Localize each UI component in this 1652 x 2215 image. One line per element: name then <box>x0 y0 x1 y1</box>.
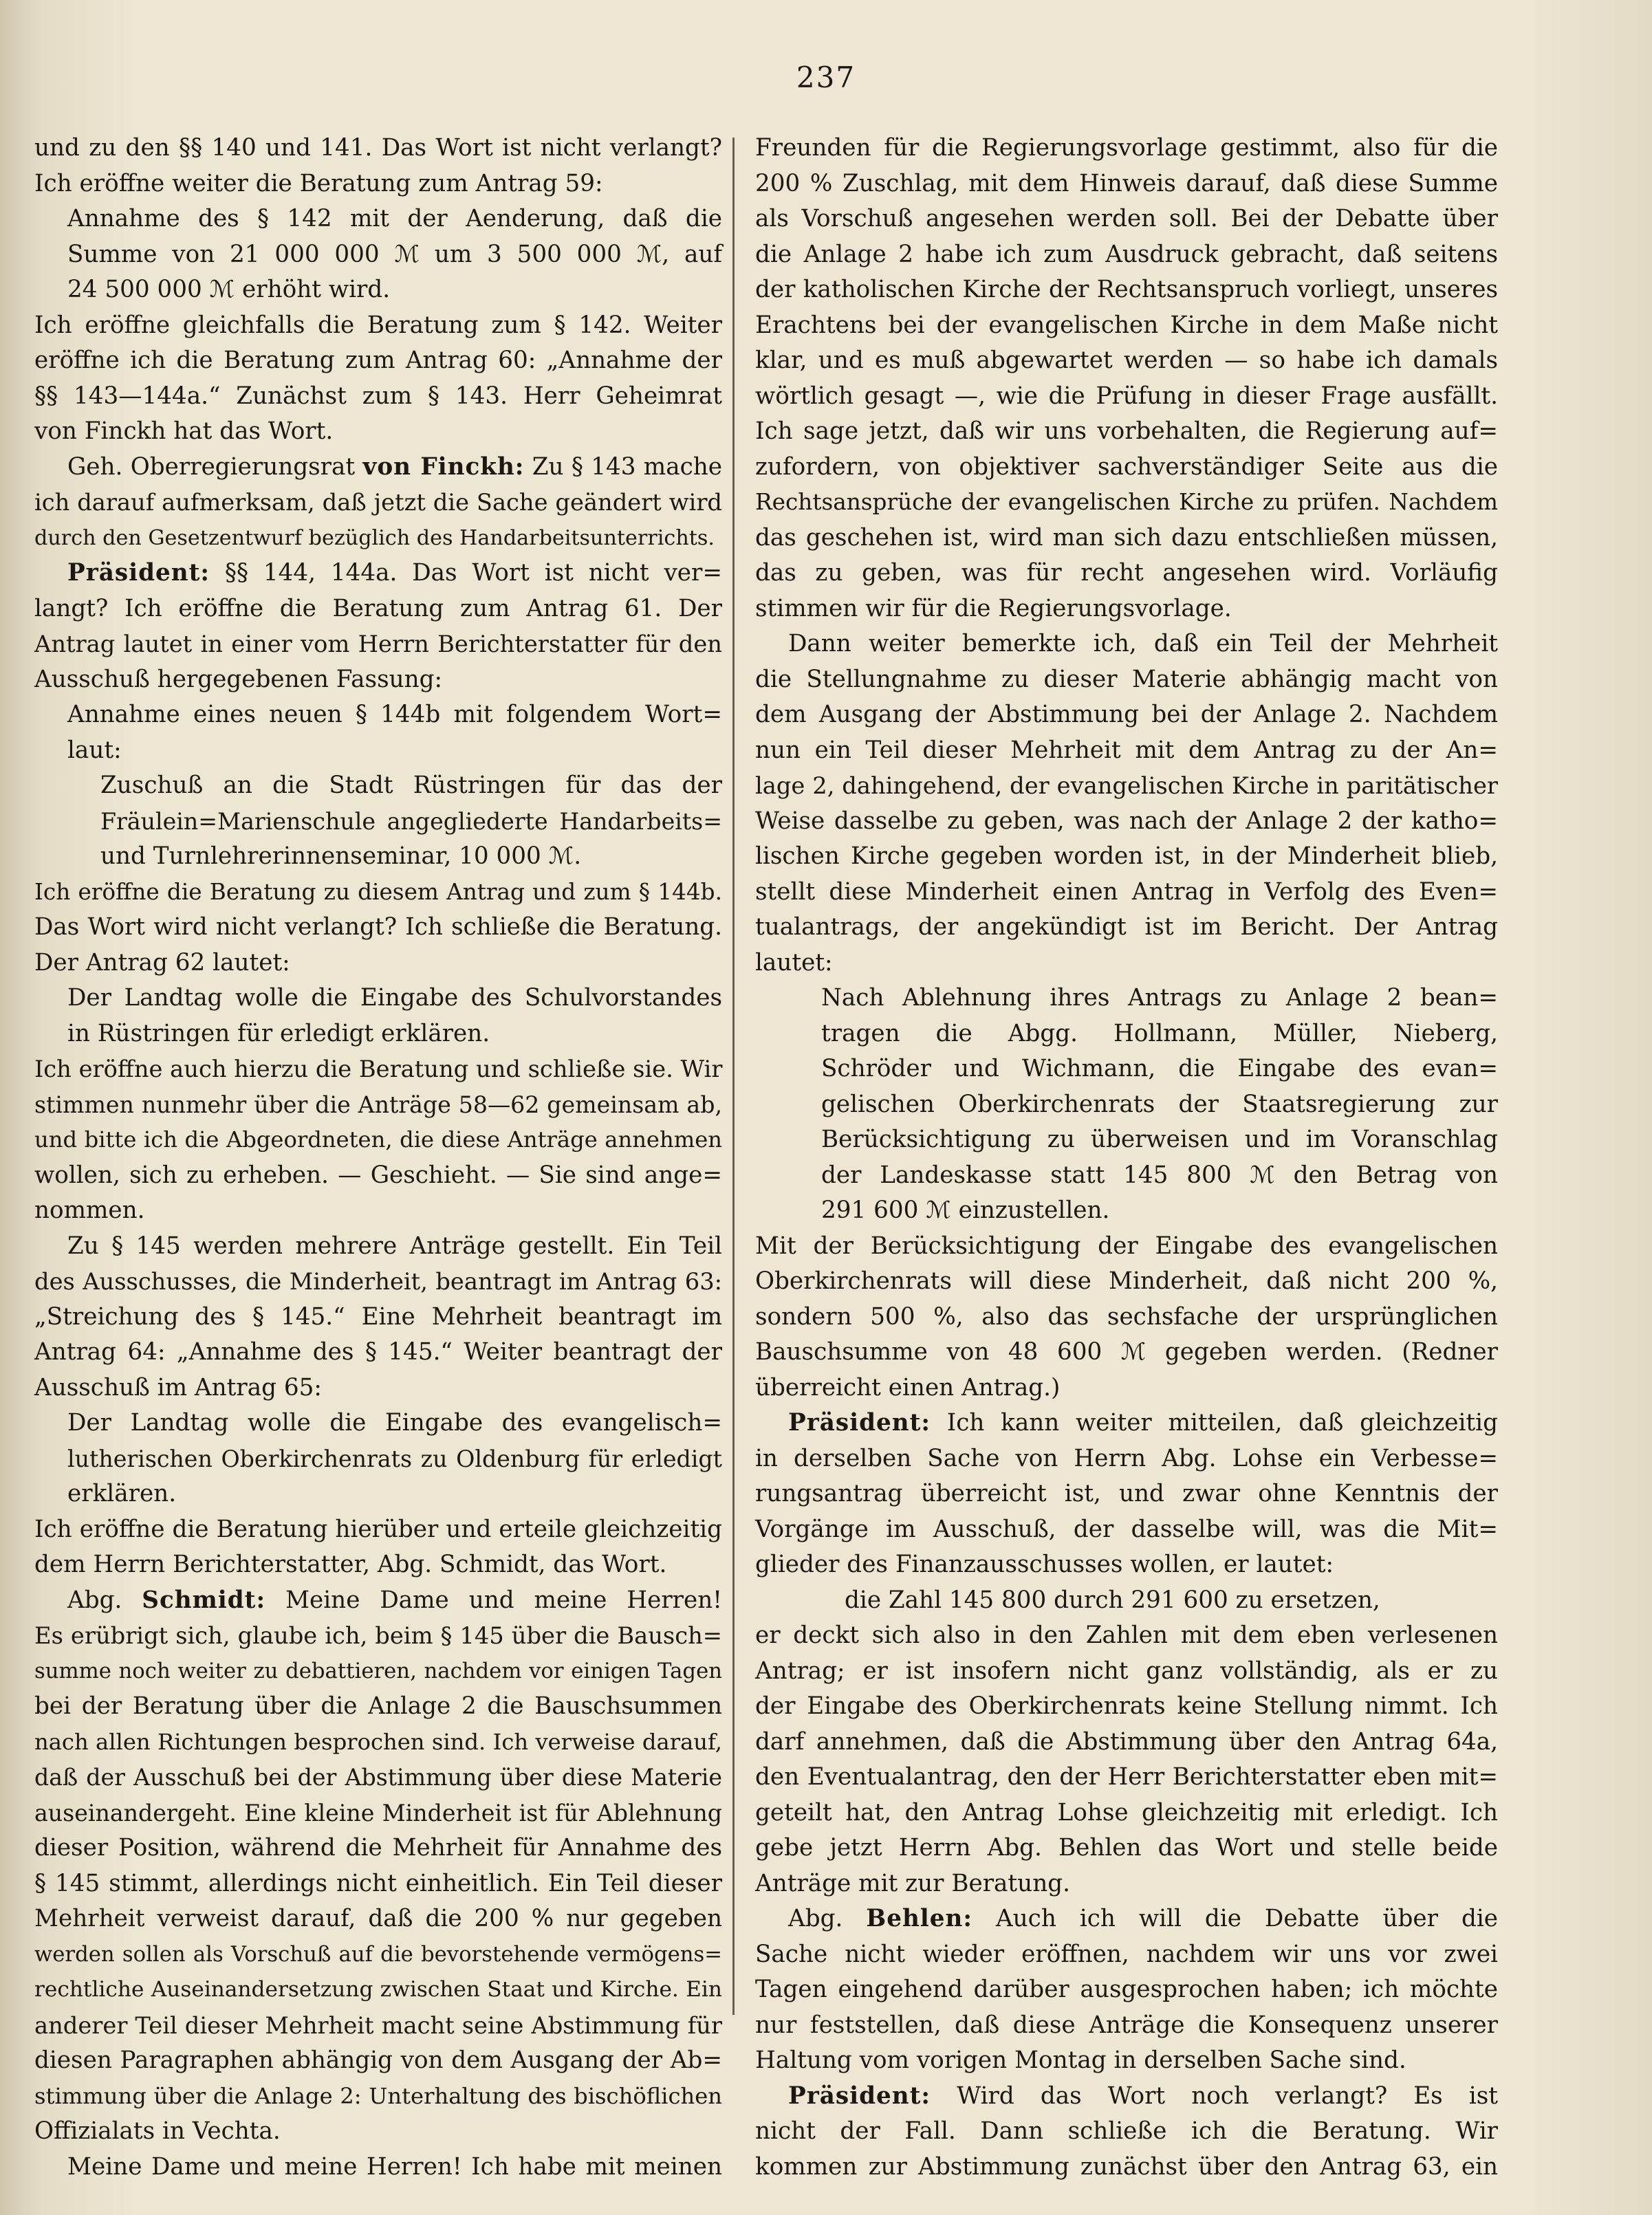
line-text: Zuschuß an die Stadt Rüstringen für das der <box>100 772 722 799</box>
text-line <box>34 1618 722 1654</box>
line-text: Sache nicht wieder eröffnen, nachdem wir uns vor zwei <box>755 1940 1498 1968</box>
text-line <box>34 556 722 591</box>
text-line <box>755 839 1498 875</box>
line-text: und bitte ich die Abgeordneten, die diese Anträge annehmen <box>34 1126 722 1153</box>
text-line <box>755 1335 1498 1371</box>
text-line <box>755 272 1498 308</box>
line-text: Abg. <box>788 1905 867 1932</box>
text-line <box>34 1512 722 1548</box>
line-text: sondern 500 %, also das sechsfache der ursprünglichen <box>755 1302 1498 1331</box>
speaker-name: Präsident: <box>788 1409 931 1437</box>
text-line <box>34 1406 722 1441</box>
text-line <box>755 2079 1498 2115</box>
text-line <box>34 981 722 1016</box>
line-text: Ausschuß hergegebenen Fassung: <box>34 665 443 693</box>
text-line <box>755 733 1498 769</box>
text-line <box>34 1441 722 1477</box>
line-text: rungsantrag überreicht ist, und zwar ohne Kenntnis der <box>755 1480 1498 1507</box>
text-line <box>755 1937 1498 1973</box>
line-text: den Eventualantrag, den der Herr Berichterstatter eben mit= <box>755 1763 1498 1791</box>
left-text-column <box>34 131 722 2185</box>
line-text: auseinandergeht. Eine kleine Minderheit ist für Ablehnung <box>34 1799 722 1826</box>
text-line <box>755 1051 1498 1087</box>
text-line <box>34 662 722 698</box>
text-line <box>755 1689 1498 1725</box>
text-line <box>34 1371 722 1406</box>
line-text: Geh. Oberregierungsrat <box>67 452 363 481</box>
line-text: Annahme des § 142 mit der Aenderung, daß die <box>67 205 722 232</box>
text-line <box>755 308 1498 344</box>
text-line <box>755 521 1498 556</box>
text-line <box>34 626 722 662</box>
line-text: Der Landtag wolle die Eingabe des evangelisch= <box>67 1409 722 1437</box>
line-text: Abg. <box>67 1586 142 1614</box>
speaker-name: Präsident: <box>788 2082 931 2110</box>
text-line <box>34 1016 722 1052</box>
line-text: daß der Ausschuß bei der Abstimmung über diese Materie <box>34 1764 722 1791</box>
line-text: lischen Kirche gegeben worden ist, in der Minderheit blieb, <box>755 842 1498 870</box>
text-line <box>755 1618 1498 1654</box>
line-text: langt? Ich eröffne die Beratung zum Antrag 61. Der <box>34 594 722 622</box>
line-text: Erachtens bei der evangelischen Kirche in dem Maße nicht <box>755 311 1498 339</box>
line-text: des Ausschusses, die Minderheit, beantragt im Antrag 63: <box>34 1268 722 1295</box>
text-line <box>755 2043 1498 2079</box>
line-text: Ich eröffne auch hierzu die Beratung und schließe sie. Wir <box>34 1056 723 1082</box>
text-line <box>755 1512 1498 1548</box>
text-line <box>755 662 1498 698</box>
text-line <box>755 875 1498 910</box>
text-line <box>34 1051 722 1087</box>
line-text: gelischen Oberkirchenrats der Staatsregierung zur <box>821 1090 1498 1118</box>
text-line <box>755 981 1498 1016</box>
text-line <box>755 166 1498 202</box>
text-line <box>755 131 1498 166</box>
line-text: eröffne ich die Beratung zum Antrag 60: „Annahme der <box>34 347 722 374</box>
line-text: Schröder und Wichmann, die Eingabe des evan= <box>821 1055 1498 1082</box>
line-text: stellt diese Minderheit einen Antrag in Verfolg des Even= <box>755 877 1498 906</box>
text-line <box>755 1229 1498 1265</box>
line-text: in Rüstringen für erledigt erklären. <box>67 1019 490 1047</box>
text-line <box>34 485 722 521</box>
text-line <box>34 272 722 308</box>
line-text-continued: §§ 144, 144a. Das Wort ist nicht ver= <box>210 559 722 587</box>
text-line <box>755 485 1498 521</box>
text-line <box>34 910 722 946</box>
text-line <box>34 131 722 166</box>
text-line <box>34 1901 722 1937</box>
text-line <box>755 556 1498 591</box>
text-line <box>34 768 722 804</box>
line-text: tualantrags, der angekündigt ist im Bericht. Der Antrag <box>755 913 1498 941</box>
text-line <box>34 1689 722 1725</box>
text-line <box>755 1158 1498 1194</box>
line-text: Ich sage jetzt, daß wir uns vorbehalten, die Regierung auf= <box>755 417 1498 445</box>
line-text: Dann weiter bemerkte ich, daß ein Teil der Mehrheit <box>788 630 1498 657</box>
line-text: Meine Dame und meine Herren! Ich habe mit meinen <box>67 2152 722 2181</box>
text-line <box>34 1229 722 1265</box>
line-text: glieder des Finanzausschusses wollen, er lautet: <box>755 1551 1334 1578</box>
line-text: die Stellungnahme zu dieser Materie abhängig macht von <box>755 665 1498 693</box>
text-line <box>755 1654 1498 1690</box>
text-line <box>755 2114 1498 2150</box>
text-line <box>34 1725 722 1760</box>
text-line <box>34 804 722 840</box>
text-line <box>755 2150 1498 2185</box>
line-text: 291 600 ℳ einzustellen. <box>821 1197 1110 1224</box>
line-text: Ich eröffne weiter die Beratung zum Antrag 59: <box>34 169 603 197</box>
text-line <box>755 946 1498 981</box>
column-divider <box>732 138 735 2015</box>
line-text-continued: Meine Dame und meine Herren! <box>265 1586 722 1614</box>
line-text: in derselben Sache von Herrn Abg. Lohse ein Verbesse= <box>755 1444 1498 1472</box>
text-line <box>755 1901 1498 1937</box>
text-line <box>34 1193 722 1229</box>
line-text: der Landeskasse statt 145 800 ℳ den Betrag von <box>821 1161 1498 1189</box>
line-text: Ich eröffne die Beratung zu diesem Antrag und zum § 144b. <box>34 878 722 905</box>
speaker-name: Schmidt: <box>142 1586 266 1614</box>
text-line <box>755 1866 1498 1902</box>
text-line <box>34 450 722 485</box>
line-text: summe noch weiter zu debattieren, nachdem vor einigen Tagen <box>34 1659 722 1683</box>
text-line <box>34 521 722 556</box>
line-text: Mit der Berücksichtigung der Eingabe des evangelischen <box>755 1232 1498 1260</box>
line-text: 24 500 000 ℳ erhöht wird. <box>67 276 391 303</box>
line-text: bei der Beratung über die Anlage 2 die Bauschsummen <box>34 1692 722 1720</box>
speaker-name: von Finckh: <box>362 452 525 481</box>
line-text: Anträge mit zur Beratung. <box>755 1869 1070 1897</box>
text-line <box>755 910 1498 946</box>
text-line <box>755 1406 1498 1441</box>
line-text: der Eingabe des Oberkirchenrats keine Stellung nimmt. Ich <box>755 1692 1498 1720</box>
text-line <box>34 1335 722 1371</box>
text-line <box>755 1972 1498 2008</box>
line-text: Der Antrag 62 lautet: <box>34 948 290 976</box>
line-text: zufordern, von objektiver sachverständiger Seite aus die <box>755 452 1498 481</box>
text-line <box>34 201 722 237</box>
line-text: Das Wort wird nicht verlangt? Ich schließe die Beratung. <box>34 913 722 941</box>
line-text: Nach Ablehnung ihres Antrags zu Anlage 2 bean= <box>821 984 1498 1012</box>
text-line <box>34 1866 722 1902</box>
line-text: geteilt hat, den Antrag Lohse gleichzeitig mit erledigt. Ich <box>755 1798 1498 1826</box>
speaker-name: Behlen: <box>866 1905 973 1932</box>
text-line <box>34 1937 722 1973</box>
line-text: stimmen wir für die Regierungsvorlage. <box>755 594 1232 622</box>
text-line <box>755 697 1498 733</box>
line-text: als Vorschuß angesehen werden soll. Bei der Debatte über <box>755 205 1498 232</box>
text-line <box>34 1972 722 2008</box>
text-line <box>34 1796 722 1831</box>
text-line <box>34 1158 722 1194</box>
line-text-continued: Ich kann weiter mitteilen, daß gleichzeitig <box>931 1409 1498 1437</box>
line-text: das zu geben, was für recht angesehen wird. Vorläufig <box>755 559 1498 587</box>
line-text: wörtlich gesagt —, wie die Prüfung in dieser Frage ausfällt. <box>755 382 1498 410</box>
line-text: Bauschsumme von 48 600 ℳ gegeben werden. (Redner <box>755 1338 1498 1366</box>
line-text: Es erübrigt sich, glaube ich, beim § 145 über die Bausch= <box>34 1622 722 1649</box>
text-line <box>34 1122 722 1158</box>
line-text: die Anlage 2 habe ich zum Ausdruck gebracht, daß seitens <box>755 240 1498 268</box>
line-text: und zu den §§ 140 und 141. Das Wort ist nicht verlangt? <box>34 134 722 162</box>
line-text: erklären. <box>67 1480 177 1507</box>
line-text: Rechtsansprüche der evangelischen Kirche zu prüfen. Nachdem <box>755 489 1498 515</box>
text-line <box>755 1476 1498 1512</box>
line-text: lutherischen Oberkirchenrats zu Oldenburg für erledigt <box>67 1445 722 1472</box>
line-text: Antrag lautet in einer vom Herrn Berichterstatter für den <box>34 631 722 657</box>
line-text: diesen Paragraphen abhängig von dem Ausgang der Ab= <box>34 2047 722 2074</box>
text-line <box>755 201 1498 237</box>
text-line <box>34 1547 722 1583</box>
text-line <box>34 237 722 273</box>
line-text: laut: <box>67 736 122 764</box>
line-text: stimmung über die Anlage 2: Unterhaltung des bischöflichen <box>34 2082 722 2109</box>
line-text: Fräulein=Marienschule angegliederte Handarbeits= <box>100 807 722 835</box>
line-text: Annahme eines neuen § 144b mit folgendem Wort= <box>67 701 722 728</box>
line-text: wollen, sich zu erheben. — Geschieht. — Sie sind ange= <box>34 1161 722 1189</box>
page-number: 237 <box>796 61 856 94</box>
line-text: lage 2, dahingehend, der evangelischen Kirche in paritätischer <box>755 772 1498 799</box>
line-text: Tagen eingehend darüber ausgesprochen haben; ich möchte <box>755 1976 1498 2003</box>
line-text: Der Landtag wolle die Eingabe des Schulvorstandes <box>67 984 722 1012</box>
text-line <box>34 343 722 379</box>
text-line <box>34 166 722 202</box>
line-text: rechtliche Auseinandersetzung zwischen Staat und Kirche. Ein <box>34 1977 722 2002</box>
line-text: nun ein Teil dieser Mehrheit mit dem Antrag zu der An= <box>755 736 1498 764</box>
text-line <box>34 379 722 415</box>
text-line <box>755 1725 1498 1760</box>
text-line <box>34 1264 722 1300</box>
text-line <box>755 1547 1498 1583</box>
text-line <box>34 1087 722 1123</box>
line-text: durch den Gesetzentwurf bezüglich des Handarbeitsunterrichts. <box>34 525 715 550</box>
line-text: nur feststellen, daß diese Anträge die Konsequenz unserer <box>755 2011 1498 2039</box>
text-line <box>34 2079 722 2115</box>
text-line <box>755 1441 1498 1477</box>
text-line <box>34 697 722 733</box>
text-line <box>755 804 1498 840</box>
line-text: Berücksichtigung zu überweisen und im Voranschlag <box>821 1126 1498 1153</box>
text-line <box>34 1300 722 1335</box>
line-text: darf annehmen, daß die Abstimmung über den Antrag 64a, <box>755 1727 1498 1756</box>
line-text: und Turnlehrerinnenseminar, 10 000 ℳ. <box>100 842 582 870</box>
text-line <box>755 1760 1498 1796</box>
line-text: Zu § 145 werden mehrere Anträge gestellt. Ein Teil <box>67 1232 722 1260</box>
line-text: werden sollen als Vorschuß auf die bevorstehende vermögens= <box>34 1942 722 1967</box>
text-line <box>755 1583 1498 1619</box>
text-line <box>755 591 1498 627</box>
text-line <box>755 1087 1498 1123</box>
line-text: Offizialats in Vechta. <box>34 2117 281 2145</box>
line-text-continued: Auch ich will die Debatte über die <box>972 1905 1498 1932</box>
line-text-continued: Zu § 143 mache <box>524 452 722 481</box>
line-text: Ausschuß im Antrag 65: <box>34 1373 322 1401</box>
line-text: der katholischen Kirche der Rechtsanspruch vorliegt, unseres <box>755 276 1498 303</box>
line-text: Ich eröffne gleichfalls die Beratung zum § 142. Weiter <box>34 311 722 339</box>
text-line <box>34 875 722 910</box>
text-line <box>755 1193 1498 1229</box>
line-text-continued: Wird das Wort noch verlangt? Es ist <box>931 2082 1498 2110</box>
line-text: nicht der Fall. Dann schließe ich die Beratung. Wir <box>755 2117 1498 2145</box>
line-text: Ich eröffne die Beratung hierüber und erteile gleichzeitig <box>34 1515 722 1543</box>
text-line <box>755 1831 1498 1866</box>
text-line <box>755 1796 1498 1831</box>
line-text: kommen zur Abstimmung zunächst über den Antrag 63, ein <box>755 2152 1498 2181</box>
text-line <box>755 1016 1498 1052</box>
line-text: gebe jetzt Herrn Abg. Behlen das Wort und stelle beide <box>755 1834 1498 1862</box>
text-line <box>755 237 1498 273</box>
line-text: nach allen Richtungen besprochen sind. Ich verweise darauf, <box>34 1728 722 1755</box>
line-text: „Streichung des § 145.“ Eine Mehrheit beantragt im <box>34 1302 722 1331</box>
line-text: dem Ausgang der Abstimmung bei der Anlage 2. Nachdem <box>755 701 1498 728</box>
text-line <box>755 2008 1498 2044</box>
text-line <box>34 1760 722 1796</box>
text-line <box>755 626 1498 662</box>
line-text: er deckt sich also in den Zahlen mit dem eben verlesenen <box>755 1622 1498 1649</box>
right-text-column <box>755 131 1498 2185</box>
text-line <box>34 1831 722 1866</box>
line-text: dieser Position, während die Mehrheit für Annahme des <box>34 1834 722 1862</box>
line-text: dem Herrn Berichterstatter, Abg. Schmidt, das Wort. <box>34 1551 667 1578</box>
text-line <box>34 1654 722 1690</box>
line-text: Mehrheit verweist darauf, daß die 200 % nur gegeben <box>34 1905 722 1932</box>
line-text: die Zahl 145 800 durch 291 600 zu ersetzen, <box>845 1586 1380 1614</box>
text-line <box>755 1371 1498 1406</box>
text-line <box>34 839 722 875</box>
line-text: lautet: <box>755 948 833 976</box>
line-text: Antrag; er ist insofern nicht ganz vollständig, als er zu <box>755 1657 1498 1685</box>
line-text: Weise dasselbe zu geben, was nach der Anlage 2 der katho= <box>755 807 1498 835</box>
text-line <box>755 768 1498 804</box>
line-text: von Finckh hat das Wort. <box>34 417 334 445</box>
line-text: Summe von 21 000 000 ℳ um 3 500 000 ℳ, auf <box>67 240 722 268</box>
speaker-name: Präsident: <box>67 559 210 587</box>
line-text: Haltung vom vorigen Montag in derselben Sache sind. <box>755 2047 1406 2074</box>
text-line <box>34 308 722 344</box>
line-text: § 145 stimmt, allerdings nicht einheitlich. Ein Teil dieser <box>34 1869 722 1897</box>
text-line <box>755 1122 1498 1158</box>
text-line <box>755 1264 1498 1300</box>
text-line <box>34 1583 722 1619</box>
line-text: überreicht einen Antrag.) <box>755 1373 1061 1401</box>
text-line <box>755 414 1498 450</box>
text-line <box>755 379 1498 415</box>
line-text: tragen die Abgg. Hollmann, Müller, Nieberg, <box>821 1019 1498 1047</box>
text-line <box>34 2150 722 2185</box>
line-text: Antrag 64: „Annahme des § 145.“ Weiter beantragt der <box>34 1338 722 1366</box>
line-text: Vorgänge im Ausschuß, der dasselbe will, was die Mit= <box>755 1515 1498 1543</box>
text-line <box>34 946 722 981</box>
line-text: stimmen nunmehr über die Anträge 58—62 gemeinsam ab, <box>34 1091 722 1118</box>
text-line <box>34 2043 722 2079</box>
line-text: §§ 143—144a.“ Zunächst zum § 143. Herr Geheimrat <box>34 382 722 410</box>
text-line <box>755 450 1498 485</box>
text-line <box>755 343 1498 379</box>
line-text: klar, und es muß abgewartet werden — so habe ich damals <box>755 347 1498 374</box>
line-text: das geschehen ist, wird man sich dazu entschließen müssen, <box>755 523 1498 552</box>
line-text: nommen. <box>34 1197 145 1224</box>
text-line <box>34 2114 722 2150</box>
text-line <box>34 733 722 769</box>
line-text: anderer Teil dieser Mehrheit macht seine Abstimmung für <box>34 2011 722 2039</box>
text-line <box>34 2008 722 2044</box>
text-line <box>34 591 722 627</box>
line-text: Freunden für die Regierungsvorlage gestimmt, also für die <box>755 134 1498 162</box>
line-text: 200 % Zuschlag, mit dem Hinweis darauf, daß diese Summe <box>755 169 1498 197</box>
text-line <box>34 1476 722 1512</box>
text-line <box>755 1300 1498 1335</box>
text-line <box>34 414 722 450</box>
line-text: Oberkirchenrats will diese Minderheit, daß nicht 200 %, <box>755 1267 1498 1295</box>
line-text: ich darauf aufmerksam, daß jetzt die Sache geändert wird <box>34 489 722 516</box>
